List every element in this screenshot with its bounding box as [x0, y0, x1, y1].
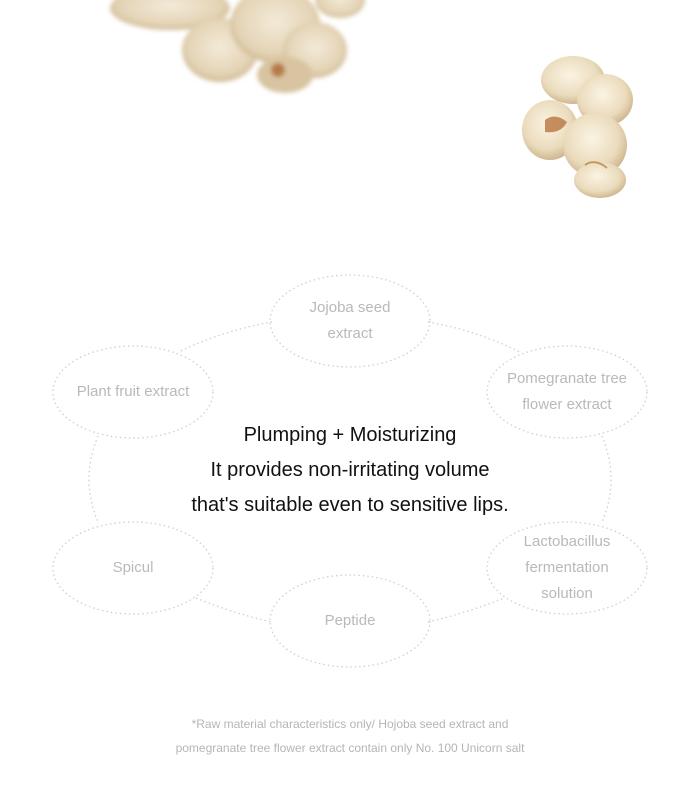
headline-line-3: that's suitable even to sensitive lips. — [191, 494, 509, 516]
headline-line-1: Plumping + Moisturizing — [243, 424, 457, 446]
ingredient-peptide — [270, 575, 430, 667]
ingredient-label: Peptide — [324, 612, 376, 629]
ingredient-label: Plant fruit extract — [76, 383, 190, 400]
headline-line-2: It provides non-irritating volume — [210, 459, 490, 481]
ingredient-label: Spicul — [112, 559, 154, 576]
ingredient-label: Jojoba seed extract — [309, 299, 391, 342]
ingredient-label: Lactobacillus fermentation solution — [523, 533, 611, 602]
ingredient-lactobacillus — [487, 522, 647, 614]
footnote — [100, 712, 600, 760]
ingredient-label: Pomegranate tree flower extract — [506, 370, 628, 413]
ingredient-spicul — [53, 522, 213, 614]
footnote-line-1: *Raw material characteristics only/ Hojoba seed extract and — [191, 717, 509, 731]
footnote-line-2: pomegranate tree flower extract contain only No. 100 Unicorn salt — [175, 741, 525, 755]
ingredient-jojoba — [270, 275, 430, 367]
headline — [100, 418, 600, 523]
